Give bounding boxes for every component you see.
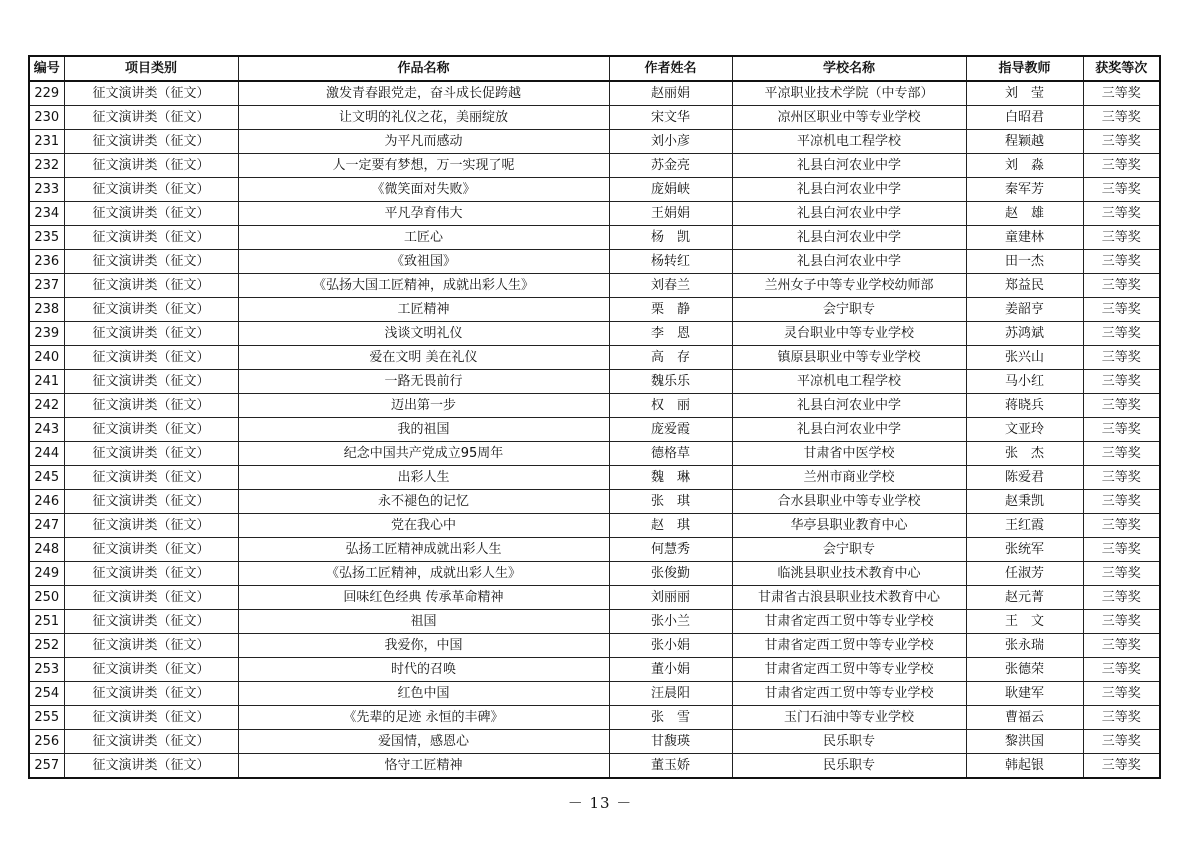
cell-advisor: 刘 莹 (966, 81, 1083, 106)
cell-author: 李 恩 (609, 322, 732, 346)
cell-id: 247 (29, 514, 64, 538)
cell-author: 汪晨阳 (609, 682, 732, 706)
table-row (29, 130, 1160, 154)
table-row (29, 154, 1160, 178)
cell-school: 甘肃省定西工贸中等专业学校 (732, 634, 966, 658)
cell-award: 三等奖 (1083, 106, 1160, 130)
cell-id: 245 (29, 466, 64, 490)
cell-school: 灵台职业中等专业学校 (732, 322, 966, 346)
cell-school: 甘肃省定西工贸中等专业学校 (732, 610, 966, 634)
cell-author: 张小娟 (609, 634, 732, 658)
cell-school: 华亭县职业教育中心 (732, 514, 966, 538)
cell-id: 255 (29, 706, 64, 730)
cell-author: 魏乐乐 (609, 370, 732, 394)
cell-id: 252 (29, 634, 64, 658)
cell-category: 征文演讲类（征文） (64, 81, 238, 106)
cell-id: 253 (29, 658, 64, 682)
cell-category: 征文演讲类（征文） (64, 490, 238, 514)
cell-advisor: 韩起银 (966, 754, 1083, 779)
cell-award: 三等奖 (1083, 562, 1160, 586)
cell-award: 三等奖 (1083, 346, 1160, 370)
cell-work-title: 迈出第一步 (238, 394, 609, 418)
cell-author: 庞爱霞 (609, 418, 732, 442)
cell-author: 德格草 (609, 442, 732, 466)
table-row (29, 442, 1160, 466)
table-row (29, 682, 1160, 706)
cell-school: 玉门石油中等专业学校 (732, 706, 966, 730)
table-row (29, 706, 1160, 730)
cell-award: 三等奖 (1083, 274, 1160, 298)
table-row (29, 634, 1160, 658)
table-row (29, 370, 1160, 394)
cell-work-title: 恪守工匠精神 (238, 754, 609, 779)
cell-category: 征文演讲类（征文） (64, 226, 238, 250)
cell-work-title: 回味红色经典 传承革命精神 (238, 586, 609, 610)
cell-advisor: 黎洪国 (966, 730, 1083, 754)
cell-school: 镇原县职业中等专业学校 (732, 346, 966, 370)
cell-work-title: 平凡孕育伟大 (238, 202, 609, 226)
cell-author: 高 存 (609, 346, 732, 370)
page-number: － 13 － (567, 794, 633, 812)
cell-id: 240 (29, 346, 64, 370)
cell-award: 三等奖 (1083, 442, 1160, 466)
cell-award: 三等奖 (1083, 754, 1160, 779)
cell-award: 三等奖 (1083, 322, 1160, 346)
cell-award: 三等奖 (1083, 490, 1160, 514)
cell-work-title: 我爱你，中国 (238, 634, 609, 658)
cell-work-title: 纪念中国共产党成立95周年 (238, 442, 609, 466)
cell-author: 甘馥瑛 (609, 730, 732, 754)
cell-category: 征文演讲类（征文） (64, 274, 238, 298)
table-body (29, 81, 1160, 778)
cell-school: 甘肃省定西工贸中等专业学校 (732, 658, 966, 682)
cell-award: 三等奖 (1083, 130, 1160, 154)
cell-advisor: 文亚玲 (966, 418, 1083, 442)
cell-author: 刘春兰 (609, 274, 732, 298)
cell-id: 246 (29, 490, 64, 514)
cell-category: 征文演讲类（征文） (64, 538, 238, 562)
cell-category: 征文演讲类（征文） (64, 298, 238, 322)
cell-school: 礼县白河农业中学 (732, 250, 966, 274)
cell-advisor: 陈爱君 (966, 466, 1083, 490)
cell-id: 237 (29, 274, 64, 298)
cell-author: 刘小彦 (609, 130, 732, 154)
cell-category: 征文演讲类（征文） (64, 466, 238, 490)
cell-award: 三等奖 (1083, 586, 1160, 610)
cell-id: 242 (29, 394, 64, 418)
cell-award: 三等奖 (1083, 202, 1160, 226)
cell-category: 征文演讲类（征文） (64, 130, 238, 154)
table-row (29, 298, 1160, 322)
table-row (29, 250, 1160, 274)
cell-author: 王娟娟 (609, 202, 732, 226)
cell-category: 征文演讲类（征文） (64, 394, 238, 418)
cell-author: 张小兰 (609, 610, 732, 634)
cell-advisor: 任淑芳 (966, 562, 1083, 586)
cell-advisor: 王红霞 (966, 514, 1083, 538)
header-school: 学校名称 (732, 56, 966, 81)
table-row (29, 538, 1160, 562)
table-row (29, 178, 1160, 202)
cell-award: 三等奖 (1083, 178, 1160, 202)
header-work-title: 作品名称 (238, 56, 609, 81)
cell-work-title: 《先辈的足迹 永恒的丰碑》 (238, 706, 609, 730)
cell-advisor: 田一杰 (966, 250, 1083, 274)
cell-category: 征文演讲类（征文） (64, 730, 238, 754)
cell-author: 董小娟 (609, 658, 732, 682)
cell-award: 三等奖 (1083, 154, 1160, 178)
cell-category: 征文演讲类（征文） (64, 658, 238, 682)
cell-award: 三等奖 (1083, 538, 1160, 562)
cell-id: 241 (29, 370, 64, 394)
cell-award: 三等奖 (1083, 81, 1160, 106)
cell-award: 三等奖 (1083, 730, 1160, 754)
cell-advisor: 张永瑞 (966, 634, 1083, 658)
cell-category: 征文演讲类（征文） (64, 682, 238, 706)
cell-school: 礼县白河农业中学 (732, 178, 966, 202)
cell-id: 251 (29, 610, 64, 634)
cell-work-title: 人一定要有梦想，万一实现了呢 (238, 154, 609, 178)
cell-school: 民乐职专 (732, 754, 966, 779)
cell-school: 会宁职专 (732, 298, 966, 322)
cell-id: 233 (29, 178, 64, 202)
table-row (29, 346, 1160, 370)
cell-author: 赵丽娟 (609, 81, 732, 106)
cell-school: 平凉职业技术学院（中专部） (732, 81, 966, 106)
table-row (29, 730, 1160, 754)
cell-category: 征文演讲类（征文） (64, 202, 238, 226)
cell-school: 临洮县职业技术教育中心 (732, 562, 966, 586)
header-advisor: 指导教师 (966, 56, 1083, 81)
header-id: 编号 (29, 56, 64, 81)
cell-award: 三等奖 (1083, 682, 1160, 706)
cell-author: 权 丽 (609, 394, 732, 418)
cell-author: 赵 琪 (609, 514, 732, 538)
cell-work-title: 一路无畏前行 (238, 370, 609, 394)
cell-award: 三等奖 (1083, 706, 1160, 730)
cell-advisor: 赵元菁 (966, 586, 1083, 610)
cell-award: 三等奖 (1083, 370, 1160, 394)
table-row (29, 418, 1160, 442)
cell-work-title: 工匠心 (238, 226, 609, 250)
cell-school: 礼县白河农业中学 (732, 418, 966, 442)
cell-category: 征文演讲类（征文） (64, 250, 238, 274)
cell-id: 238 (29, 298, 64, 322)
cell-author: 栗 静 (609, 298, 732, 322)
cell-author: 杨转红 (609, 250, 732, 274)
cell-advisor: 张兴山 (966, 346, 1083, 370)
cell-advisor: 蒋晓兵 (966, 394, 1083, 418)
cell-school: 会宁职专 (732, 538, 966, 562)
cell-school: 礼县白河农业中学 (732, 394, 966, 418)
cell-work-title: 浅谈文明礼仪 (238, 322, 609, 346)
cell-work-title: 红色中国 (238, 682, 609, 706)
cell-work-title: 爱国情，感恩心 (238, 730, 609, 754)
cell-id: 230 (29, 106, 64, 130)
cell-id: 231 (29, 130, 64, 154)
table-row (29, 274, 1160, 298)
table-row (29, 322, 1160, 346)
cell-category: 征文演讲类（征文） (64, 706, 238, 730)
cell-school: 甘肃省定西工贸中等专业学校 (732, 682, 966, 706)
cell-advisor: 赵 雄 (966, 202, 1083, 226)
table-row (29, 610, 1160, 634)
cell-id: 234 (29, 202, 64, 226)
header-row (29, 56, 1160, 81)
cell-work-title: 工匠精神 (238, 298, 609, 322)
cell-id: 236 (29, 250, 64, 274)
header-category: 项目类别 (64, 56, 238, 81)
table-row (29, 586, 1160, 610)
cell-school: 平凉机电工程学校 (732, 370, 966, 394)
cell-school: 礼县白河农业中学 (732, 226, 966, 250)
cell-category: 征文演讲类（征文） (64, 106, 238, 130)
cell-advisor: 苏鸿斌 (966, 322, 1083, 346)
cell-category: 征文演讲类（征文） (64, 418, 238, 442)
cell-work-title: 我的祖国 (238, 418, 609, 442)
cell-work-title: 《弘扬工匠精神，成就出彩人生》 (238, 562, 609, 586)
cell-advisor: 王 文 (966, 610, 1083, 634)
table-row (29, 562, 1160, 586)
cell-author: 杨 凯 (609, 226, 732, 250)
cell-advisor: 张统军 (966, 538, 1083, 562)
cell-id: 249 (29, 562, 64, 586)
cell-school: 兰州女子中等专业学校幼师部 (732, 274, 966, 298)
cell-award: 三等奖 (1083, 394, 1160, 418)
cell-advisor: 赵秉凯 (966, 490, 1083, 514)
cell-school: 合水县职业中等专业学校 (732, 490, 966, 514)
cell-award: 三等奖 (1083, 514, 1160, 538)
cell-category: 征文演讲类（征文） (64, 514, 238, 538)
cell-advisor: 童建林 (966, 226, 1083, 250)
cell-category: 征文演讲类（征文） (64, 154, 238, 178)
cell-category: 征文演讲类（征文） (64, 346, 238, 370)
cell-category: 征文演讲类（征文） (64, 322, 238, 346)
cell-category: 征文演讲类（征文） (64, 562, 238, 586)
cell-author: 张俊勤 (609, 562, 732, 586)
cell-author: 张 雪 (609, 706, 732, 730)
cell-work-title: 《微笑面对失败》 (238, 178, 609, 202)
cell-advisor: 秦军芳 (966, 178, 1083, 202)
cell-award: 三等奖 (1083, 658, 1160, 682)
table-row (29, 466, 1160, 490)
cell-school: 礼县白河农业中学 (732, 202, 966, 226)
cell-award: 三等奖 (1083, 250, 1160, 274)
cell-author: 何慧秀 (609, 538, 732, 562)
cell-advisor: 程颖越 (966, 130, 1083, 154)
cell-advisor: 郑益民 (966, 274, 1083, 298)
cell-school: 民乐职专 (732, 730, 966, 754)
cell-id: 229 (29, 81, 64, 106)
cell-work-title: 永不褪色的记忆 (238, 490, 609, 514)
cell-award: 三等奖 (1083, 418, 1160, 442)
cell-category: 征文演讲类（征文） (64, 754, 238, 779)
cell-author: 苏金亮 (609, 154, 732, 178)
cell-award: 三等奖 (1083, 634, 1160, 658)
cell-id: 250 (29, 586, 64, 610)
cell-work-title: 激发青春跟党走，奋斗成长促跨越 (238, 81, 609, 106)
cell-id: 232 (29, 154, 64, 178)
cell-author: 魏 琳 (609, 466, 732, 490)
cell-id: 244 (29, 442, 64, 466)
cell-work-title: 为平凡而感动 (238, 130, 609, 154)
cell-school: 礼县白河农业中学 (732, 154, 966, 178)
cell-category: 征文演讲类（征文） (64, 634, 238, 658)
cell-advisor: 耿建军 (966, 682, 1083, 706)
header-author: 作者姓名 (609, 56, 732, 81)
cell-id: 239 (29, 322, 64, 346)
cell-work-title: 《弘扬大国工匠精神，成就出彩人生》 (238, 274, 609, 298)
cell-author: 宋文华 (609, 106, 732, 130)
cell-advisor: 马小红 (966, 370, 1083, 394)
cell-id: 248 (29, 538, 64, 562)
cell-id: 257 (29, 754, 64, 779)
cell-work-title: 让文明的礼仪之花，美丽绽放 (238, 106, 609, 130)
cell-category: 征文演讲类（征文） (64, 610, 238, 634)
cell-advisor: 曹福云 (966, 706, 1083, 730)
table-row (29, 81, 1160, 106)
table-row (29, 394, 1160, 418)
cell-advisor: 白昭君 (966, 106, 1083, 130)
cell-work-title: 祖国 (238, 610, 609, 634)
table-row (29, 658, 1160, 682)
cell-school: 兰州市商业学校 (732, 466, 966, 490)
cell-author: 张 琪 (609, 490, 732, 514)
table-row (29, 226, 1160, 250)
cell-work-title: 弘扬工匠精神成就出彩人生 (238, 538, 609, 562)
cell-school: 平凉机电工程学校 (732, 130, 966, 154)
cell-advisor: 刘 淼 (966, 154, 1083, 178)
table-row (29, 106, 1160, 130)
cell-id: 254 (29, 682, 64, 706)
cell-id: 243 (29, 418, 64, 442)
cell-award: 三等奖 (1083, 610, 1160, 634)
cell-advisor: 张 杰 (966, 442, 1083, 466)
table-row (29, 514, 1160, 538)
cell-work-title: 党在我心中 (238, 514, 609, 538)
cell-advisor: 姜韶亨 (966, 298, 1083, 322)
cell-school: 凉州区职业中等专业学校 (732, 106, 966, 130)
cell-advisor: 张德荣 (966, 658, 1083, 682)
cell-author: 董玉娇 (609, 754, 732, 779)
table-row (29, 754, 1160, 779)
cell-author: 刘丽丽 (609, 586, 732, 610)
header-award: 获奖等次 (1083, 56, 1160, 81)
cell-school: 甘肃省古浪县职业技术教育中心 (732, 586, 966, 610)
cell-category: 征文演讲类（征文） (64, 178, 238, 202)
cell-work-title: 《致祖国》 (238, 250, 609, 274)
table-row (29, 490, 1160, 514)
table-row (29, 202, 1160, 226)
cell-award: 三等奖 (1083, 226, 1160, 250)
cell-school: 甘肃省中医学校 (732, 442, 966, 466)
cell-category: 征文演讲类（征文） (64, 586, 238, 610)
cell-award: 三等奖 (1083, 298, 1160, 322)
cell-category: 征文演讲类（征文） (64, 370, 238, 394)
cell-author: 庞娟峡 (609, 178, 732, 202)
cell-id: 256 (29, 730, 64, 754)
cell-work-title: 时代的召唤 (238, 658, 609, 682)
cell-id: 235 (29, 226, 64, 250)
award-table (28, 55, 1161, 779)
cell-category: 征文演讲类（征文） (64, 442, 238, 466)
cell-award: 三等奖 (1083, 466, 1160, 490)
cell-work-title: 爱在文明 美在礼仪 (238, 346, 609, 370)
cell-work-title: 出彩人生 (238, 466, 609, 490)
